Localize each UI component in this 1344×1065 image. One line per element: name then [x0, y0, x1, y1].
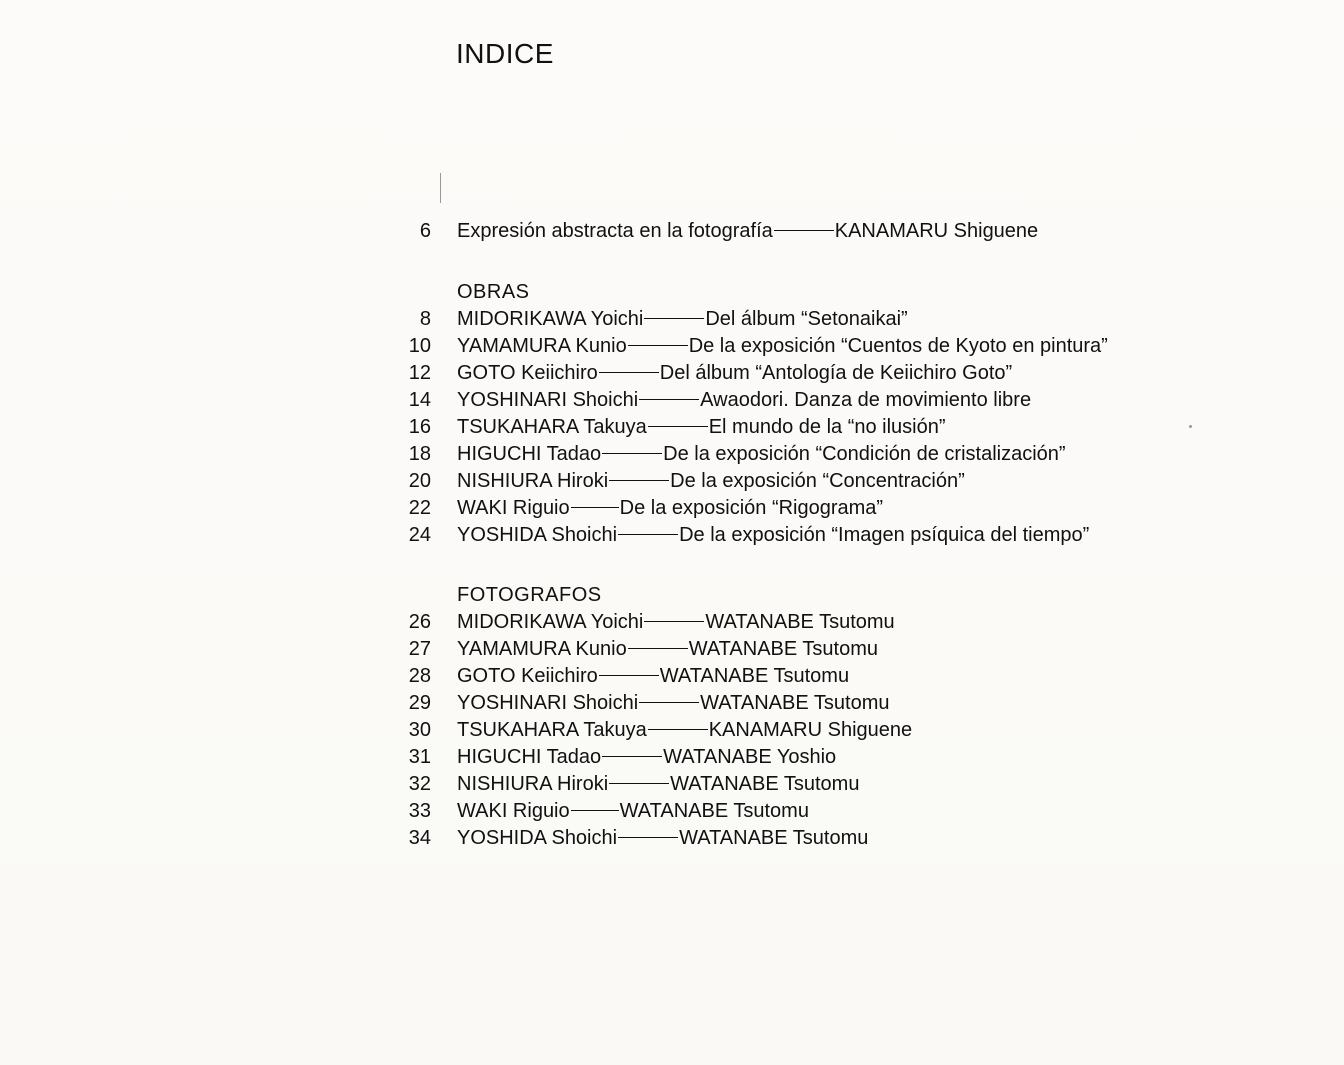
artist-name: YAMAMURA Kunio	[457, 638, 627, 660]
artist-name: WAKI Riguio	[457, 800, 570, 822]
artist-name: GOTO Keiichiro	[457, 665, 598, 687]
page-number: 6	[419, 220, 431, 242]
dash-separator	[618, 837, 678, 838]
dash-separator	[618, 534, 678, 535]
dash-separator	[609, 783, 669, 784]
dash-separator	[628, 648, 688, 649]
page-number: 16	[408, 416, 431, 438]
artist-name: HIGUCHI Tadao	[457, 746, 602, 768]
dash-separator	[644, 621, 704, 622]
work-title: De la exposición “Cuentos de Kyoto en pintura”	[688, 335, 1108, 357]
work-title: El mundo de la “no ilusión”	[708, 416, 946, 438]
dash-separator	[648, 426, 708, 427]
dash-separator	[602, 453, 662, 454]
essay-title: Expresión abstracta en la fotografía	[457, 220, 773, 242]
page-number: 18	[408, 443, 431, 465]
page-number: 24	[408, 524, 431, 546]
paper-mark	[440, 173, 441, 203]
dash-separator	[644, 318, 704, 319]
essay-author: KANAMARU Shiguene	[834, 220, 1039, 242]
section-heading-obras: OBRAS	[457, 281, 530, 303]
page-number: 32	[408, 773, 431, 795]
dash-separator	[628, 345, 688, 346]
artist-name: YOSHINARI Shoichi	[457, 389, 639, 411]
photographer-name: WATANABE Tsutomu	[670, 773, 860, 795]
section-heading-fotografos: FOTOGRAFOS	[457, 584, 602, 606]
dash-separator	[648, 729, 708, 730]
photographer-name: WATANABE Tsutomu	[659, 665, 850, 687]
paper-dot	[1189, 425, 1192, 428]
work-title: De la exposición “Condición de cristalización”	[663, 443, 1066, 465]
page-number: 20	[408, 470, 431, 492]
photographer-name: WATANABE Tsutomu	[705, 611, 895, 633]
work-title: De la exposición “Imagen psíquica del tiempo”	[679, 524, 1090, 546]
page-title: INDICE	[456, 38, 554, 69]
photographer-name: WATANABE Yoshio	[663, 746, 837, 768]
page-number: 34	[408, 827, 431, 849]
page-number: 31	[408, 746, 431, 768]
photographer-name: WATANABE Tsutomu	[679, 827, 869, 849]
dash-separator	[639, 702, 699, 703]
artist-name: WAKI Riguio	[457, 497, 570, 519]
artist-name: TSUKAHARA Takuya	[457, 416, 647, 438]
page-number: 26	[408, 611, 431, 633]
page-number: 8	[419, 308, 431, 330]
photographer-name: WATANABE Tsutomu	[688, 638, 878, 660]
work-title: Del álbum “Setonaikai”	[705, 308, 908, 330]
artist-name: MIDORIKAWA Yoichi	[457, 308, 644, 330]
artist-name: GOTO Keiichiro	[457, 362, 598, 384]
dash-separator	[639, 399, 699, 400]
page-number: 12	[408, 362, 431, 384]
work-title: Del álbum “Antología de Keiichiro Goto”	[659, 362, 1013, 384]
page-number: 28	[408, 665, 431, 687]
dash-separator	[602, 756, 662, 757]
artist-name: NISHIURA Hiroki	[457, 470, 609, 492]
artist-name: YAMAMURA Kunio	[457, 335, 627, 357]
work-title: Awaodori. Danza de movimiento libre	[700, 389, 1032, 411]
dash-separator	[571, 507, 619, 508]
photographer-name: WATANABE Tsutomu	[700, 692, 890, 714]
dash-separator	[609, 480, 669, 481]
page-number: 30	[408, 719, 431, 741]
work-title: De la exposición “Concentración”	[670, 470, 965, 492]
dash-separator	[774, 230, 834, 231]
dash-separator	[571, 810, 619, 811]
dash-separator	[599, 675, 659, 676]
page-number: 10	[408, 335, 431, 357]
artist-name: NISHIURA Hiroki	[457, 773, 609, 795]
artist-name: TSUKAHARA Takuya	[457, 719, 647, 741]
work-title: De la exposición “Rigograma”	[619, 497, 884, 519]
page-number: 33	[408, 800, 431, 822]
artist-name: HIGUCHI Tadao	[457, 443, 602, 465]
photographer-name: WATANABE Tsutomu	[619, 800, 809, 822]
artist-name: YOSHIDA Shoichi	[457, 524, 618, 546]
photographer-name: KANAMARU Shiguene	[708, 719, 913, 741]
artist-name: YOSHIDA Shoichi	[457, 827, 618, 849]
page-number: 29	[408, 692, 431, 714]
page-number: 14	[408, 389, 431, 411]
page-number: 27	[408, 638, 431, 660]
artist-name: YOSHINARI Shoichi	[457, 692, 639, 714]
artist-name: MIDORIKAWA Yoichi	[457, 611, 644, 633]
page-number: 22	[408, 497, 431, 519]
dash-separator	[599, 372, 659, 373]
